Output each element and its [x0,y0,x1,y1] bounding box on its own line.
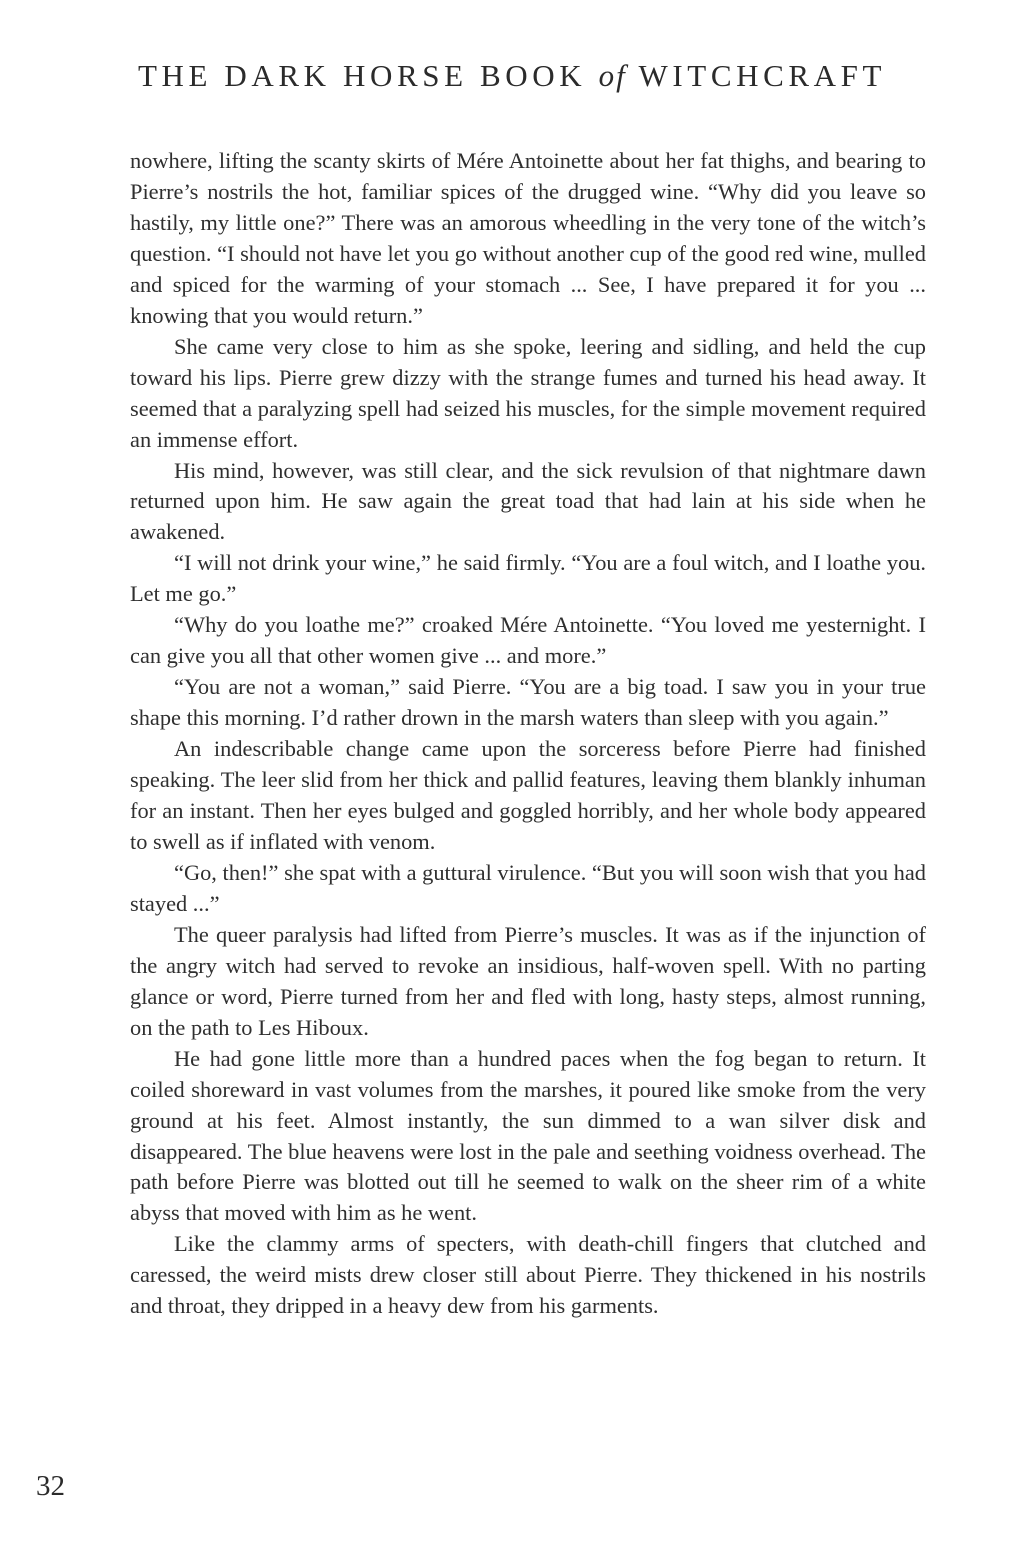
paragraph: She came very close to him as she spoke, leering and sidling, and held the cup toward his lips. Pierre grew dizzy with the strange fumes and turned his head away. It seemed that a paralyzing spell had seized his muscles, for the simple movement required an immense effort. [130,333,926,452]
paragraph: The queer paralysis had lifted from Pierre’s muscles. It was as if the injunction of the angry witch had served to revoke an insidious, half-woven spell. With no parting glance or word, Pierre turned from her and fled with long, hasty steps, almost running, on the path to Les Hiboux. [130,921,926,1040]
running-head-title-part2: WITCHCRAFT [638,58,886,93]
paragraph: “I will not drink your wine,” he said firmly. “You are a foul witch, and I loathe you. Let me go.” [130,550,926,607]
running-head-title-part1: THE DARK HORSE BOOK [138,58,587,93]
paragraph: nowhere, lifting the scanty skirts of Mére Antoinette about her fat thighs, and bearing to Pierre’s nostrils the hot, familiar spices of the drugged wine. “Why did you leave so hastily, my little one?” There was an amorous wheedling in the very tone of the witch’s question. “I should not have let you go without another cup of the good red wine, mulled and spiced for the warming of your stomach ... See, I have prepared it for you ... knowing that you would return.” [130,148,926,328]
running-head-of: of [598,58,627,93]
paragraph: “Why do you loathe me?” croaked Mére Antoinette. “You loved me yesternight. I can give you all that other women give ... and more.” [130,612,926,669]
paragraph: “Go, then!” she spat with a guttural virulence. “But you will soon wish that you had stayed ...” [130,859,926,916]
page-number: 32 [36,1470,65,1502]
paragraph: He had gone little more than a hundred paces when the fog began to return. It coiled shoreward in vast volumes from the marshes, it poured like smoke from the very ground at his feet. Almost instantly, the sun dimmed to a wan silver disk and disappeared. The blue heavens were lost in the pale and seething voidness overhead. The path before Pierre was blotted out till he seemed to walk on the sheer rim of a white abyss that moved with him as he went. [130,1045,926,1226]
paragraph: “You are not a woman,” said Pierre. “You are a big toad. I saw you in your true shape this morning. I’d rather drown in the marsh waters than sleep with you again.” [130,674,926,731]
paragraph: Like the clammy arms of specters, with death-chill fingers that clutched and caressed, the weird mists drew closer still about Pierre. They thickened in his nostrils and throat, they dripped in a heavy dew from his garments. [130,1231,926,1319]
paragraph: His mind, however, was still clear, and the sick revulsion of that nightmare dawn returned upon him. He saw again the great toad that had lain at his side when he awakened. [130,457,926,545]
running-head [0,58,1024,94]
paragraph: An indescribable change came upon the sorceress before Pierre had finished speaking. The leer slid from her thick and pallid features, leaving them blankly inhuman for an instant. Then her eyes bulged and goggled horribly, and her whole body appeared to swell as if inflated with venom. [130,736,926,854]
body-text [130,146,926,1322]
